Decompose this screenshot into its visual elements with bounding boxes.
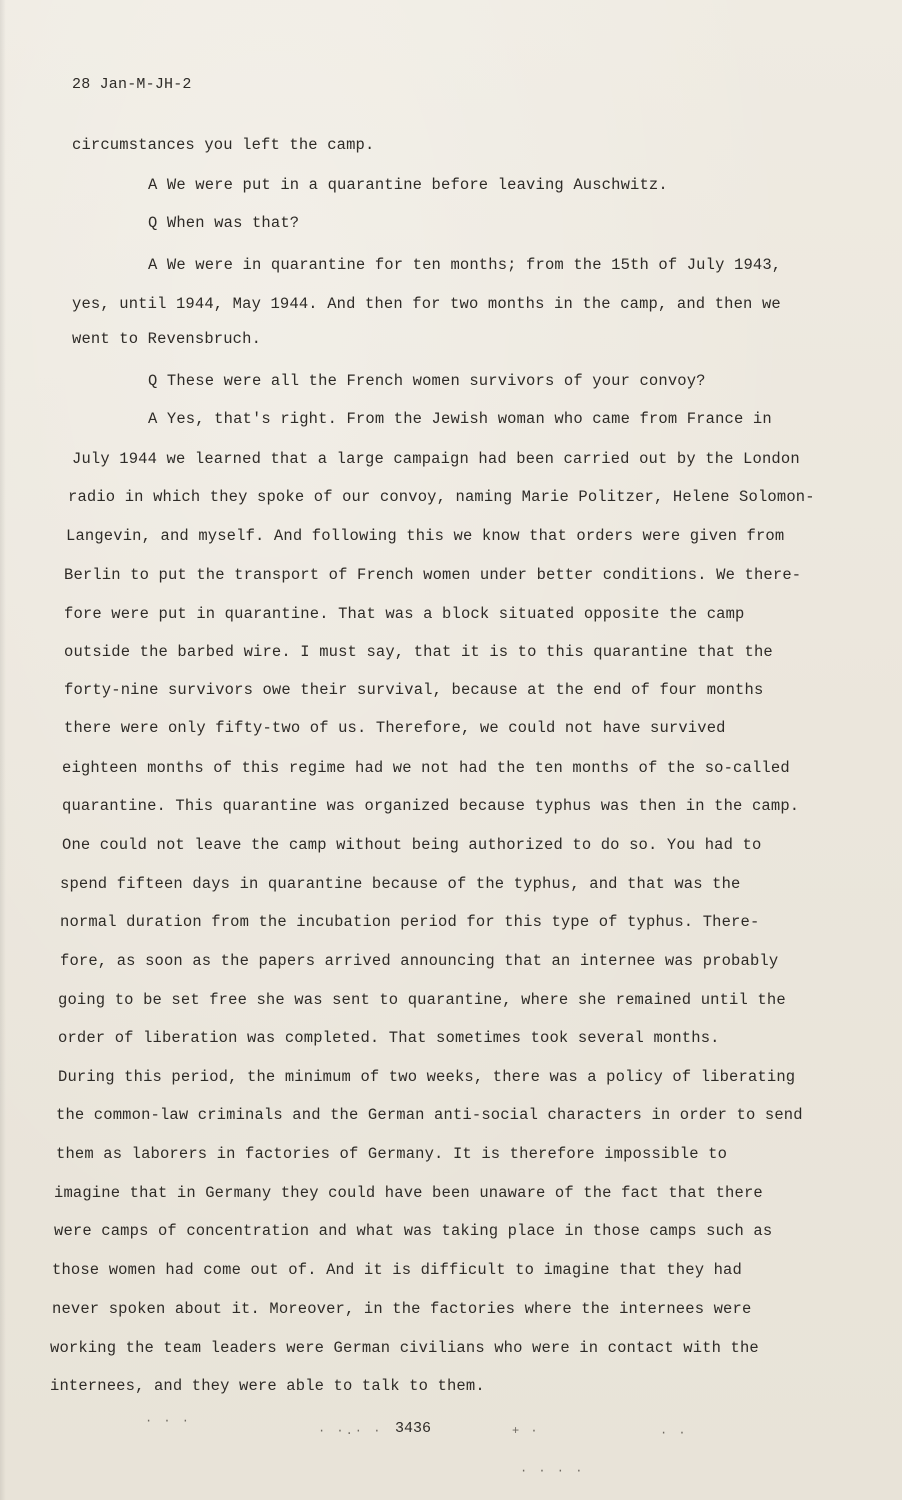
text-line: order of liberation was completed. That sometimes took several months. — [58, 1029, 720, 1047]
text-line: the common-law criminals and the German anti-social characters in order to send — [56, 1106, 803, 1124]
text-line: yes, until 1944, May 1944. And then for two months in the camp, and then we — [72, 295, 781, 313]
text-line: Q These were all the French women survivors of your convoy? — [148, 372, 706, 390]
text-line: internees, and they were able to talk to them. — [50, 1377, 485, 1395]
text-line: them as laborers in factories of Germany. It is therefore impossible to — [56, 1145, 728, 1163]
text-line: went to Revensbruch. — [72, 330, 262, 348]
text-line: During this period, the minimum of two weeks, there was a policy of liberating — [58, 1068, 796, 1086]
text-line: outside the barbed wire. I must say, that it is to this quarantine that the — [64, 643, 773, 661]
text-line: fore, as soon as the papers arrived announcing that an internee was probably — [60, 952, 779, 970]
text-line: radio in which they spoke of our convoy, naming Marie Politzer, Helene Solomon- — [68, 488, 815, 506]
text-line: eighteen months of this regime had we not had the ten months of the so-called — [62, 759, 790, 777]
text-line: Q When was that? — [148, 214, 300, 232]
paper-specks: · · · — [145, 1414, 192, 1428]
text-line: going to be set free she was sent to quarantine, where she remained until the — [58, 991, 786, 1009]
text-line: fore were put in quarantine. That was a block situated opposite the camp — [64, 605, 745, 623]
page-number: 3436 — [395, 1420, 432, 1437]
text-line: never spoken about it. Moreover, in the factories where the internees were — [52, 1300, 752, 1318]
document-header: 28 Jan-M-JH-2 — [72, 76, 192, 93]
text-line: A We were in quarantine for ten months; from the 15th of July 1943, — [148, 256, 782, 274]
paper-specks: + · — [512, 1424, 540, 1438]
text-line: Langevin, and myself. And following this we know that orders were given from — [66, 527, 785, 545]
text-line: Berlin to put the transport of French women under better conditions. We there- — [64, 566, 802, 584]
text-line: spend fifteen days in quarantine because of the typhus, and that was the — [60, 875, 741, 893]
page-edge-shadow — [0, 0, 6, 1500]
text-line: normal duration from the incubation period for this type of typhus. There- — [60, 913, 760, 931]
text-line: imagine that in Germany they could have been unaware of the fact that there — [54, 1184, 763, 1202]
text-line: circumstances you left the camp. — [72, 136, 375, 154]
paper-specks: · ·.· · — [318, 1424, 383, 1438]
text-line: A Yes, that's right. From the Jewish woman who came from France in — [148, 410, 772, 428]
text-line: there were only fifty-two of us. Therefore, we could not have survived — [64, 719, 726, 737]
text-line: those women had come out of. And it is difficult to imagine that they had — [52, 1261, 742, 1279]
text-line: A We were put in a quarantine before leaving Auschwitz. — [148, 176, 668, 194]
paper-specks: · · — [660, 1426, 688, 1440]
text-line: July 1944 we learned that a large campaign had been carried out by the London — [72, 450, 800, 468]
text-line: forty-nine survivors owe their survival, because at the end of four months — [64, 681, 764, 699]
paper-specks: · · · · — [520, 1464, 585, 1478]
text-line: were camps of concentration and what was taking place in those camps such as — [54, 1222, 773, 1240]
text-line: working the team leaders were German civilians who were in contact with the — [50, 1339, 759, 1357]
text-line: quarantine. This quarantine was organized because typhus was then in the camp. — [62, 797, 800, 815]
text-line: One could not leave the camp without being authorized to do so. You had to — [62, 836, 762, 854]
